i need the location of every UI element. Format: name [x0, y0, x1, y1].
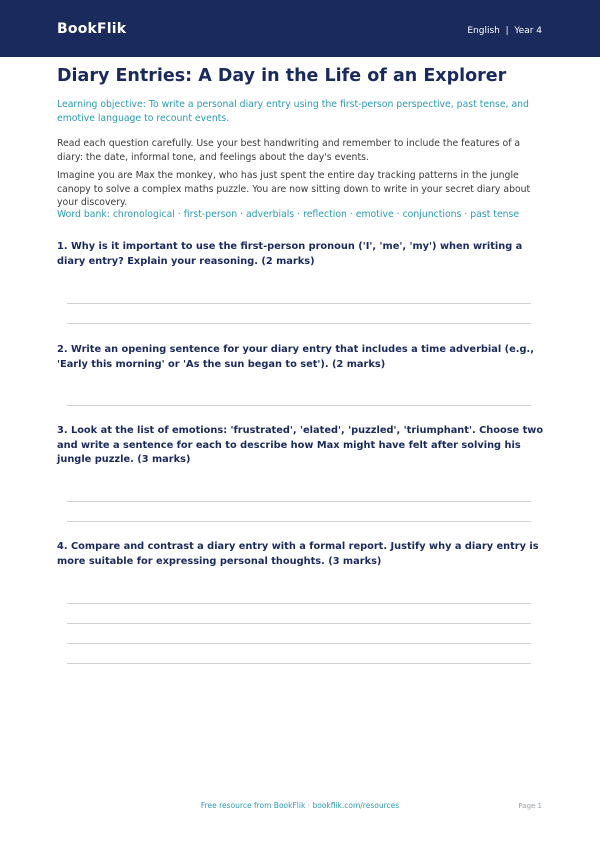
question-3: 3. Look at the list of emotions: 'frustrated', 'elated', 'puzzled', 'triumphant'. Choose two and write a sentence for each to describe how Max might have felt after solving his jungle puzzle. (3 marks) — [57, 425, 544, 465]
answer-line — [67, 405, 531, 406]
answer-line — [67, 623, 531, 624]
page-number: Page 1 — [518, 802, 542, 810]
question-2: 2. Write an opening sentence for your diary entry that includes a time adverbial (e.g., 'Early this morning' or 'As the sun began to set'). (2 marks) — [57, 344, 534, 370]
header-bar — [0, 0, 600, 57]
answer-line — [67, 323, 531, 324]
worksheet-title: Diary Entries: A Day in the Life of an Explorer — [57, 66, 507, 86]
learning-objective: Learning objective: To write a personal diary entry using the first-person perspective, past tense, and emotive language to recount events. — [57, 99, 529, 124]
subject-year-label: English | Year 4 — [467, 26, 542, 36]
question-1: 1. Why is it important to use the first-person pronoun ('I', 'me', 'my') when writing a diary entry? Explain your reasoning. (2 marks) — [57, 241, 523, 267]
scenario-text: Imagine you are Max the monkey, who has just spent the entire day tracking patterns in the jungle canopy to solve a complex maths puzzle. You are now sitting down to write in your secret diary about your discovery. — [57, 170, 531, 208]
brand-logo: BookFlik — [57, 21, 127, 37]
answer-line — [67, 663, 531, 664]
instructions-text: Read each question carefully. Use your best handwriting and remember to include the features of a diary: the date, informal tone, and feelings about the day's events. — [57, 138, 521, 163]
answer-line — [67, 521, 531, 522]
footer-link-text: Free resource from BookFlik · bookflik.com/resources — [200, 801, 400, 810]
answer-line — [67, 603, 531, 604]
answer-line — [67, 303, 531, 304]
answer-line — [67, 501, 531, 502]
question-4: 4. Compare and contrast a diary entry with a formal report. Justify why a diary entry is more suitable for expressing personal thoughts. (3 marks) — [57, 541, 539, 567]
word-bank: Word bank: chronological · first-person · adverbials · reflection · emotive · conjunctions · past tense — [57, 209, 520, 220]
answer-line — [67, 643, 531, 644]
